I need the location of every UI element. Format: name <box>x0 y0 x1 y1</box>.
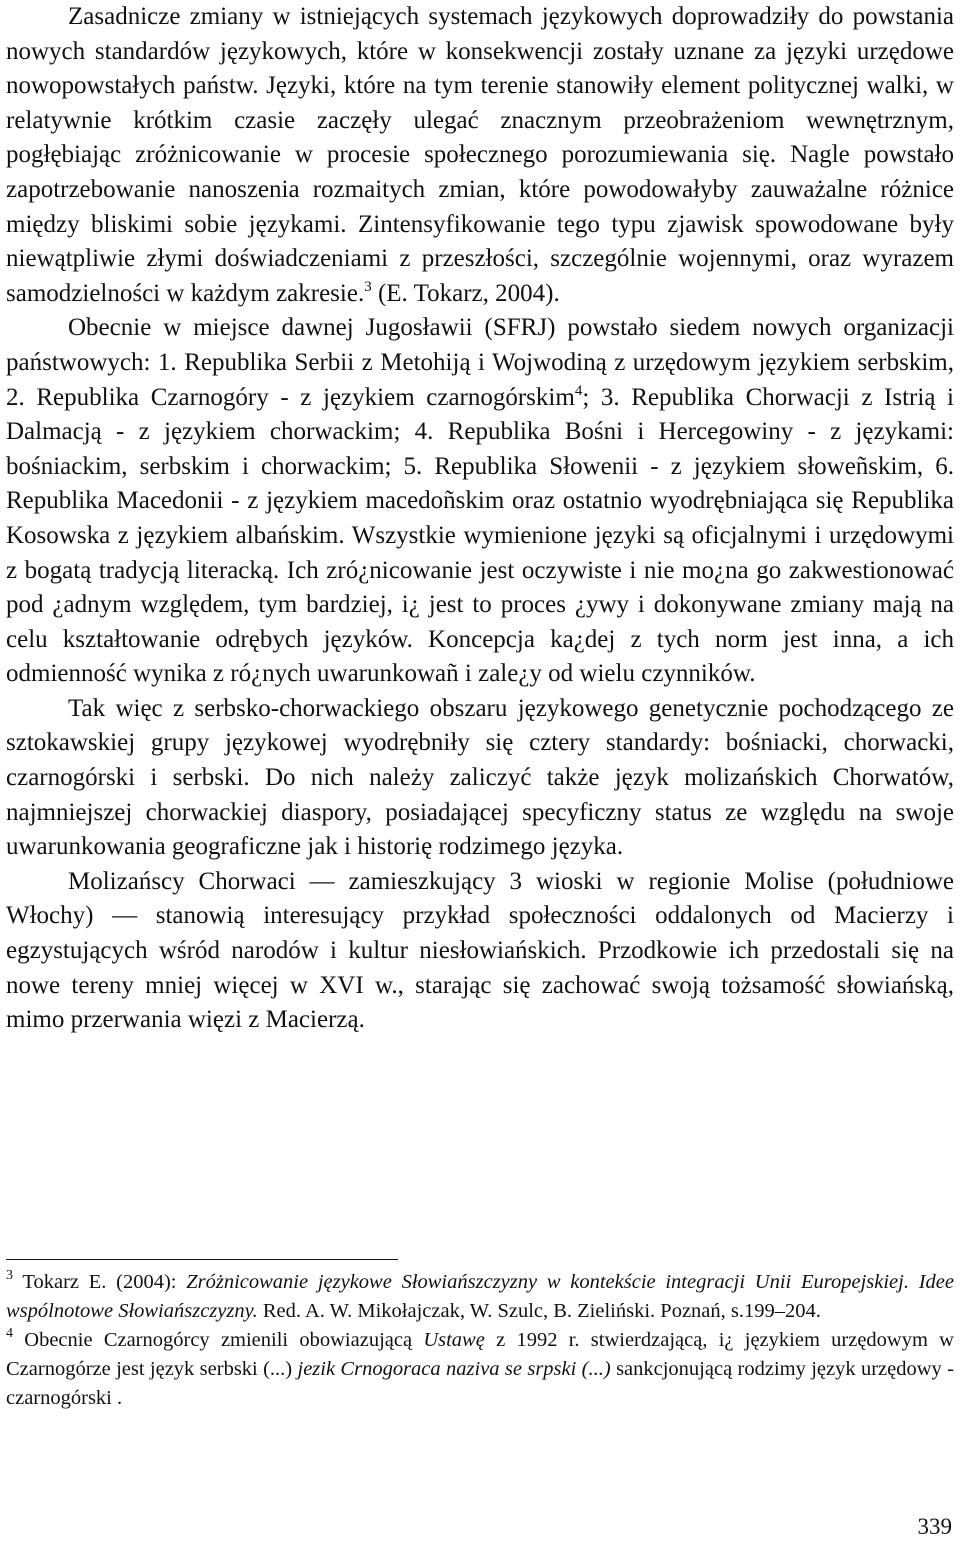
footnote-ref-3[interactable]: 3 <box>364 278 372 295</box>
paragraph-1: Zasadnicze zmiany w istniejących systemach językowych doprowadziły do powstania nowych standardów językowych, które w konsekwencji zostały uznane za języki urzędowe nowopowstałych państw. Języki, które na tym terenie stanowiły element politycznej walki, w relatywnie krótkim czasie zaczęły ulegać znacznym przeobrażeniom wewnętrznym, pogłębiając zróżnicowanie w procesie społecznego porozumiewania się. Nagle powstało zapotrzebowanie nanoszenia rozmaitych zmian, które powodowałyby zauważalne różnice między bliskimi sobie językami. Zintensyfikowanie tego typu zjawisk spowodowane były niewątpliwie złymi doświadczeniami z przeszłości, szczególnie wojennymi, oraz wyrazem samodzielności w każdym zakresie.$^3$ (E. Tokarz, 2004). <box>6 3 954 307</box>
page-number: 339 <box>917 1514 952 1539</box>
footnotes <box>6 1268 954 1413</box>
paragraph-2: Obecnie w miejsce dawnej Jugosławii (SFRJ) powstało siedem nowych organizacji państwowych: 1. Republika Serbii z Metohiją i Wojwodiną z urzędowym językiem serbskim, 2. Republika Czarnogóry - z językiem czarnogórskim$^4$; 3. Republika Chorwacji z Istrią i Dalmacją - z językiem chorwackim; 4. Republika Bośni i Hercegowiny - z językami: bośniackim, serbskim i chorwackim; 5. Republika Słowenii - z językiem słoweñskim, 6. Republika Macedonii - z językiem macedoñskim oraz ostatnio wyodrębniająca się Republika Kosowska z językiem albańskim. Wszystkie wymienione języki są oficjalnymi i urzędowymi z bogatą tradycją literacką. Ich zró¿nicowanie jest oczywiste i nie mo¿na go zakwestionować pod ¿adnym względem, tym bardziej, i¿ jest to proces ¿ywy i dokonywane zmiany mają na celu kształtowanie odrębych języków. Koncepcja ka¿dej z tych norm jest inna, a ich odmienność wynika z ró¿nych uwarunkowañ i zale¿y od wielu czynników. <box>6 314 954 688</box>
footnote-number: 3 <box>6 1268 13 1283</box>
body-text <box>6 0 954 1038</box>
document-page <box>6 0 954 1551</box>
footnote-number: 4 <box>6 1326 13 1341</box>
footnote-3: $^3$ Tokarz E. (2004): Zróżnicowanie językowe Słowiańszczyzny w kontekście integracji Unii Europejskiej. Idee wspólnotowe Słowiańszczyzny. Red. A. W. Mikołajczak, W. Szulc, B. Zieliński. Poznań, s.199–204. <box>6 1268 954 1322</box>
footnote-separator <box>6 1259 398 1260</box>
footnote-4: $^4$ Obecnie Czarnogórcy zmienili obowiazującą Ustawę z 1992 r. stwierdzającą, i¿ językiem urzędowym w Czarnogórze jest język serbski (...) jezik Crnogoraca naziva se srpski (...) sankcjonującą rodzimy język urzędowy - czarnogórski . <box>6 1326 954 1409</box>
paragraph-4: Molizańscy Chorwaci ― zamieszkujący 3 wioski w regionie Molise (południowe Włochy) ― stanowią interesujący przykład społeczności oddalonych od Macierzy i egzystujących wśród narodów i kultur niesłowiańskich. Przodkowie ich przedostali się na nowe tereny mniej więcej w XVI w., starając się zachować swoją tożsamość słowiańską, mimo przerwania więzi z Macierzą. <box>6 867 954 1034</box>
footnote-ref-4[interactable]: 4 <box>574 382 583 399</box>
paragraph-3: Tak więc z serbsko-chorwackiego obszaru językowego genetycznie pochodzącego ze sztokawskiej grupy językowej wyodrębniły się cztery standardy: bośniacki, chorwacki, czarnogórski i serbski. Do nich należy zaliczyć także język molizańskich Chorwatów, najmniejszej chorwackiej diaspory, posiadającej specyficzny status ze względu na swoje uwarunkowania geograficzne jak i historię rodzimego języka. <box>6 694 954 861</box>
